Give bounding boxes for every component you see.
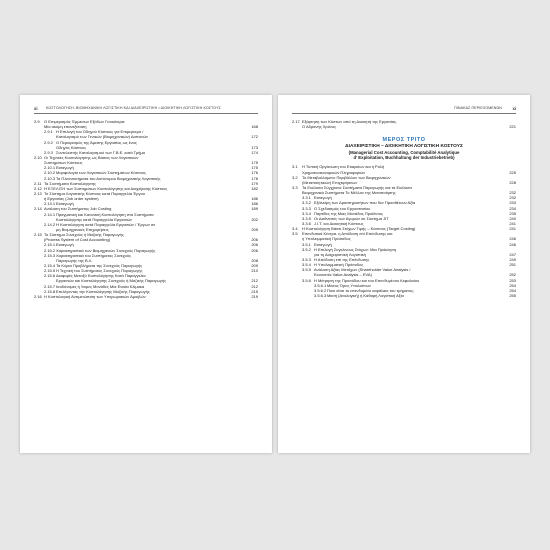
toc-entry-page: 186	[251, 196, 258, 202]
toc-entry-title: Η Κοστολογική Αντιμετώπιση των Υπερωριακών Αμοιβών	[44, 293, 146, 299]
toc-entry-number: 2.15.7	[44, 283, 56, 289]
toc-entry-page: 175	[251, 160, 258, 166]
toc-entry-number: 3.3.3	[302, 205, 311, 211]
toc-entry-title: Διαφορές Μεταξύ Κοστολόγησης Κατά Παραγγελία	[56, 273, 146, 279]
toc-entry-number: 2.10.2	[44, 170, 56, 176]
toc-entry-title: Εισαγωγή	[56, 242, 74, 248]
page-number: xi	[34, 106, 38, 111]
toc-entry-number: 2.9.3	[44, 149, 53, 155]
toc-entry-title: Μικτή (Αναλογική) ή Καθαρή Λογιστική Αξία	[327, 292, 404, 298]
toc-entry-title: Η Υπολειμματική Πρόσοδος	[314, 262, 364, 268]
toc-entry-title: Παραγωγής της Β.Λ.	[56, 257, 93, 263]
toc-entry-page: 249	[509, 256, 516, 262]
toc-entry-title: Εξάρτηση των Κόστων από τη Διοικητή της Εργασίας.	[302, 119, 398, 124]
left-page	[20, 95, 272, 453]
toc-entry-number: 2.14.1	[44, 211, 56, 217]
toc-entry-page: 253	[509, 277, 516, 283]
toc-entry-page: 254	[509, 282, 516, 288]
toc-entry-title: Η ΕΞΕΛΙΞΗ των Συστημάτων Κοστολόγησης και Διαχείρισης Κόστους	[44, 185, 168, 191]
toc-entry-page: 240	[509, 215, 516, 221]
toc-entry-title: η Υπολειμματική Πρόσοδος	[302, 236, 351, 242]
toc-entry-title: Βιομηχανικά Συστήματα Το Μέλλον της Μεταποίησης	[302, 190, 396, 196]
toc-entry-title: Ο Αδρανής Χρόνος	[302, 124, 337, 130]
running-header	[292, 105, 516, 114]
toc-entry-number: 3.4	[292, 226, 298, 232]
toc-entry-title: Ο Επιμερισμός Έμμεσων Εξόδων Γενικότερα:	[44, 119, 126, 124]
toc-entry-page: 241	[509, 221, 516, 226]
toc-entry-title: Οδηγός Κόστους	[56, 144, 87, 150]
toc-entry-page: 219	[251, 293, 258, 299]
table-of-contents	[292, 119, 516, 298]
table-of-contents	[34, 119, 258, 299]
toc-entry-page: 247	[509, 251, 516, 257]
toc-entry-number: 3.1	[292, 164, 298, 170]
toc-entry-number: 2.13	[34, 190, 42, 196]
toc-entry-page: 186	[251, 201, 258, 207]
toc-entry-number: 3.5.2	[302, 246, 311, 252]
toc-entry-number: 3.2	[292, 174, 298, 180]
toc-entry-number: 2.13.1	[44, 201, 56, 207]
toc-entry-page: 221	[509, 124, 516, 130]
toc-entry-number: 2.15.4	[44, 262, 56, 268]
toc-entry-title: Χαρακτηριστικά του Συστήματος Συνεχούς	[56, 252, 132, 258]
toc-entry-title: Κοστολόγησης κατά Παραγγελία Εργασιών	[56, 216, 132, 222]
toc-entry-title: Η Τυπική Οργάνωση του Εταιρείων και η Ρολή	[302, 164, 385, 170]
toc-entry-title: Πραγματική και Κανονική Κοστολόγηση στα Συστήματα	[56, 211, 154, 217]
toc-entry-title: Το Σύστημα Λογιστικής Κόστους κατά Παραγγελία Έργου	[44, 190, 145, 196]
toc-entry-number: 2.15.1	[44, 242, 56, 248]
toc-entry-page: 212	[251, 283, 258, 289]
toc-entry-title: Παρτίδες της Μιας Μονάδας Προϊόντος	[314, 210, 383, 216]
toc-entry-title: Εισαγωγή	[314, 241, 332, 247]
toc-entry-number: 2.10.3	[44, 175, 56, 181]
part-label: ΜΕΡΟΣ ΤΡΙΤΟ	[382, 137, 426, 144]
toc-entry-page: 172	[251, 134, 258, 140]
part-title: ΔΙΑΧΕΙΡΙΣΤΙΚΗ – ΔΙΟΙΚΗΤΙΚΗ ΛΟΓΙΣΤΙΚΗ ΚΟΣΤΟΥΣ	[345, 144, 463, 150]
toc-entry-page: 208	[251, 257, 258, 263]
toc-entry-title: Εξάλειψη των Δραστηριοτήτων που δεν Προσθέτουν Αξία	[314, 200, 416, 206]
toc-entry-page: 228	[509, 179, 516, 185]
toc-entry-page: 233	[509, 200, 516, 206]
toc-entry-title: για τη Διαχειριστική Λογιστική	[314, 251, 366, 257]
toc-entry-page: 206	[251, 247, 258, 253]
toc-entry-page: 173	[251, 144, 258, 150]
toc-entry-page: 232	[509, 195, 516, 201]
toc-entry-title: Εισαγωγή	[56, 165, 74, 171]
part-subtitle: (Managerial Cost Accounting, Comptabilité Analytique	[348, 149, 460, 155]
toc-entry-title: Τα Συστήματα Κοστολόγησης	[44, 180, 96, 186]
toc-entry-number: 2.15.2	[44, 247, 56, 253]
toc-entry-page: 209	[251, 262, 258, 268]
running-header	[34, 105, 258, 114]
toc-entry-number: 3.5.6.3	[314, 292, 327, 298]
toc-entry-title: Τα Πλεονεκτήματα του Αυτόνομου Βιομηχανικής Λογιστικής	[56, 175, 161, 181]
toc-entry-number: 3.3.6	[302, 221, 311, 226]
toc-entry-title: Οι Τεχνικές Κοστολόγησης ως Βάσεις των Λογιστικών	[44, 154, 139, 160]
toc-entry-title: Χαρακτηριστικά των Βιομηχανιών Συνεχούς Παραγωγής	[56, 247, 156, 253]
toc-entry-page: 246	[509, 236, 516, 242]
toc-entry-page: 241	[509, 226, 516, 232]
toc-entry-page: 206	[251, 237, 258, 243]
toc-entry-title: (Μεταποιητικών) Επιχειρήσεων	[302, 179, 358, 185]
toc-entry-title: Economic Value Analysis – EVA)	[314, 272, 372, 278]
toc-entry-page: 235	[509, 210, 516, 216]
toc-entry-title: Η Κοστολόγηση κατά Παραγγελία Εργασιών / Έργων σε	[56, 221, 156, 227]
toc-entry-number: 2.15.3	[44, 252, 56, 258]
toc-entry-title: ή Εργασίας (Job order system)	[44, 196, 99, 202]
toc-entry-page: 174	[251, 149, 258, 155]
toc-entry-page: 252	[509, 272, 516, 278]
toc-entry-page: 254	[509, 287, 516, 293]
toc-entry-number: 3.3	[292, 185, 298, 191]
toc-entry-number: 3.3.5	[302, 215, 311, 221]
toc-entry-page: 255	[509, 292, 516, 298]
toc-entry-title: Ο Σχεδιασμός του Εργοστασίου	[314, 205, 371, 211]
toc-entry-title: Επιλέγοντας την Κοστολόγησης Μαζικής Παραγωγής	[56, 288, 150, 294]
part-subtitle: d' Exploitation, Buchhaltung der Industriebetrieb)	[353, 155, 455, 161]
toc-entry-title: Ποιο είναι το επενδυμένο κεφάλαιο του τμήματος;	[327, 287, 415, 293]
toc-entry-number: 3.5	[292, 231, 298, 237]
toc-entry-number: 3.5.6.1	[314, 282, 327, 288]
toc-entry-number: 2.14	[34, 206, 42, 212]
toc-entry-title: Η Απόδοση επί της Επένδυσης	[314, 256, 370, 262]
toc-entry-page: 251	[509, 262, 516, 268]
toc-entry-number: 2.15.6	[44, 273, 56, 279]
toc-entry	[292, 124, 516, 129]
toc-entry-number: 2.12	[34, 185, 42, 191]
toc-entry-title: Οι Διεθνιστές των Αγορών σε Σύστημα JIT	[314, 215, 389, 221]
page-number: xi	[512, 106, 516, 111]
toc-entry-number: 3.3.1	[302, 195, 311, 201]
toc-entry-title: Τα Ευέλικτα Σύγχρονα Συστήματα Παραγωγής και τα Ευέλικτα	[302, 185, 412, 191]
toc-entry-title: Το Σύστημα Συνεχούς ή Μαζικής Παραγωγής	[44, 232, 124, 238]
toc-entry-number: 3.5.5	[302, 267, 311, 273]
toc-entry-number: 3.5.6.2	[314, 287, 327, 293]
toc-entry-title: (Process System of Cost Accounting)	[44, 237, 111, 243]
toc-entry-page: 210	[251, 268, 258, 274]
toc-entry	[292, 293, 516, 298]
toc-entry-page: 179	[251, 180, 258, 186]
toc-entry-number: 2.9.2	[44, 139, 53, 145]
toc-entry-title: J.I.T. και Διοικητική Κόστους	[314, 221, 364, 226]
toc-entry-page: 212	[251, 278, 258, 284]
toc-entry-number: 3.5.4	[302, 262, 311, 268]
toc-entry-number: 3.3.2	[302, 200, 311, 206]
toc-entry-number: 2.16	[34, 293, 42, 299]
toc-entry-page: 225	[509, 169, 516, 175]
toc-entry-number: 3.3.4	[302, 210, 311, 216]
toc-entry-page: 206	[251, 242, 258, 248]
toc-entry-number: 2.15	[34, 232, 42, 238]
toc-entry-title: Εργασιών και Κοστολόγησης Συνεχούς ή Μαζικής Παραγωγής	[56, 278, 166, 284]
toc-entry-title: Το Μεταβαλλόμενο Περιβάλλον των Βιομηχανικών	[302, 174, 391, 180]
running-head-title: ΚΟΣΤΟΛΟΓΗΣΗ, ΒΙΟΜΗΧΑΝΙΚΗ ΛΟΓΙΣΤΙΚΗ ΚΑΙ ΔΙΑΧΕΙΡΙΣΤΙΚΗ • ΔΙΟΙΚΗΤΙΚΗ ΛΟΓΙΣΤΙΚΗ ΚΟΣΤΟΥΣ	[46, 106, 221, 110]
toc-entry-page: 215	[251, 288, 258, 294]
toc-entry-title: Η Επιλογή του Οδηγού Κόστους για Επιμερισμό /	[56, 129, 144, 135]
toc-entry-title: Ο Περιορισμός της Άμεσης Εργασίας ως ένας	[56, 139, 137, 145]
toc-entry-title: Ανάλυση του Συστήματος Job Costing	[44, 206, 112, 212]
toc-entry-page: 178	[251, 175, 258, 181]
toc-entry-title: Η Μέτρηση της Προσόδου και του Επενδυμένου Κεφαλαίου	[314, 277, 420, 283]
toc-entry-number: 2.15.5	[44, 268, 56, 274]
toc-entry-title: Η Τεχνική του Συστήματος Συνεχούς Παραγωγής	[56, 268, 143, 274]
right-page	[278, 95, 530, 453]
toc-entry-title: Ισοδύναμες ή Ίσιμες Μονάδες Μια Ενιαία Κλίμακα	[56, 283, 145, 289]
toc-entry-page: 182	[251, 185, 258, 191]
toc-entry-number: 2.15.8	[44, 288, 56, 294]
running-head-title: ΠΙΝΑΚΑΣ ΠΕΡΙΕΧΟΜΕΝΩΝ	[454, 106, 502, 110]
toc-entry-title: Μία ακόμη επανεξέταση	[44, 124, 87, 130]
toc-entry-title: Εισαγωγή	[314, 195, 332, 201]
toc-entry-page: 168	[251, 124, 258, 130]
toc-entry-title: Χρηματοοικονομικών Πληροφοριών	[302, 169, 366, 175]
toc-entry-page: 246	[509, 241, 516, 247]
toc-entry-page: 234	[509, 205, 516, 211]
toc-entry-page: 205	[251, 226, 258, 232]
toc-entry-number: 2.17	[292, 119, 300, 124]
toc-entry-page: 175	[251, 165, 258, 171]
toc-entry-title: Επενδυτικά Κέντρα, η Απόδοση επί Επένδυσης και	[302, 231, 393, 237]
toc-entry-title: Ανάλυση Αξίας Μετόχων (Shareholder Value Analysis /	[314, 267, 411, 273]
toc-entry	[34, 294, 258, 299]
toc-entry-number: 2.9	[34, 119, 40, 124]
toc-entry-page: 232	[509, 190, 516, 196]
toc-entry-title: Καταλογισμό των Γενικών (Βιομηχανικών) Δαπανών	[56, 134, 149, 140]
toc-entry-number: 2.9.1	[44, 129, 53, 135]
toc-entry-page: 189	[251, 206, 258, 212]
toc-entry-number: 2.11	[34, 180, 42, 186]
toc-entry-title: Τα Κύρια Προβλήματα της Συνεχούς Παραγωγής	[56, 262, 143, 268]
toc-entry-number: 2.10	[34, 154, 42, 160]
toc-entry-number: 3.5.1	[302, 241, 311, 247]
toc-entry-title: Μορφολογία των Λογιστικών Συστημάτων Κόστους	[56, 170, 146, 176]
toc-entry-page: 176	[251, 170, 258, 176]
toc-entry-page: 202	[251, 216, 258, 222]
toc-entry-number: 2.10.1	[44, 165, 56, 171]
toc-entry-title: Μέσος Όρος Υπολοίπων	[327, 282, 371, 288]
toc-entry-number: 2.14.2	[44, 221, 56, 227]
toc-entry-title: μη Βιομηχανικές Επιχειρήσεις	[56, 226, 109, 232]
toc-entry-title: Συστημάτων Κόστους	[44, 160, 83, 166]
toc-entry-number: 3.5.3	[302, 256, 311, 262]
toc-entry-title: Εισαγωγή	[56, 201, 74, 207]
toc-entry-title: Συντελεστής Καταλογισμού των Γ.Β.Ε. κατά Τμήμα	[56, 149, 145, 155]
toc-entry-title: Η Κοστολόγηση Βάσει Στόχων Τιμής – Κόστους (Target Costing)	[302, 226, 416, 232]
toc-entry-title: Η Επιλογή Συγκλινους Στόχων: Μια Πρόκληση	[314, 246, 397, 252]
toc-entry-number: 3.5.6	[302, 277, 311, 283]
